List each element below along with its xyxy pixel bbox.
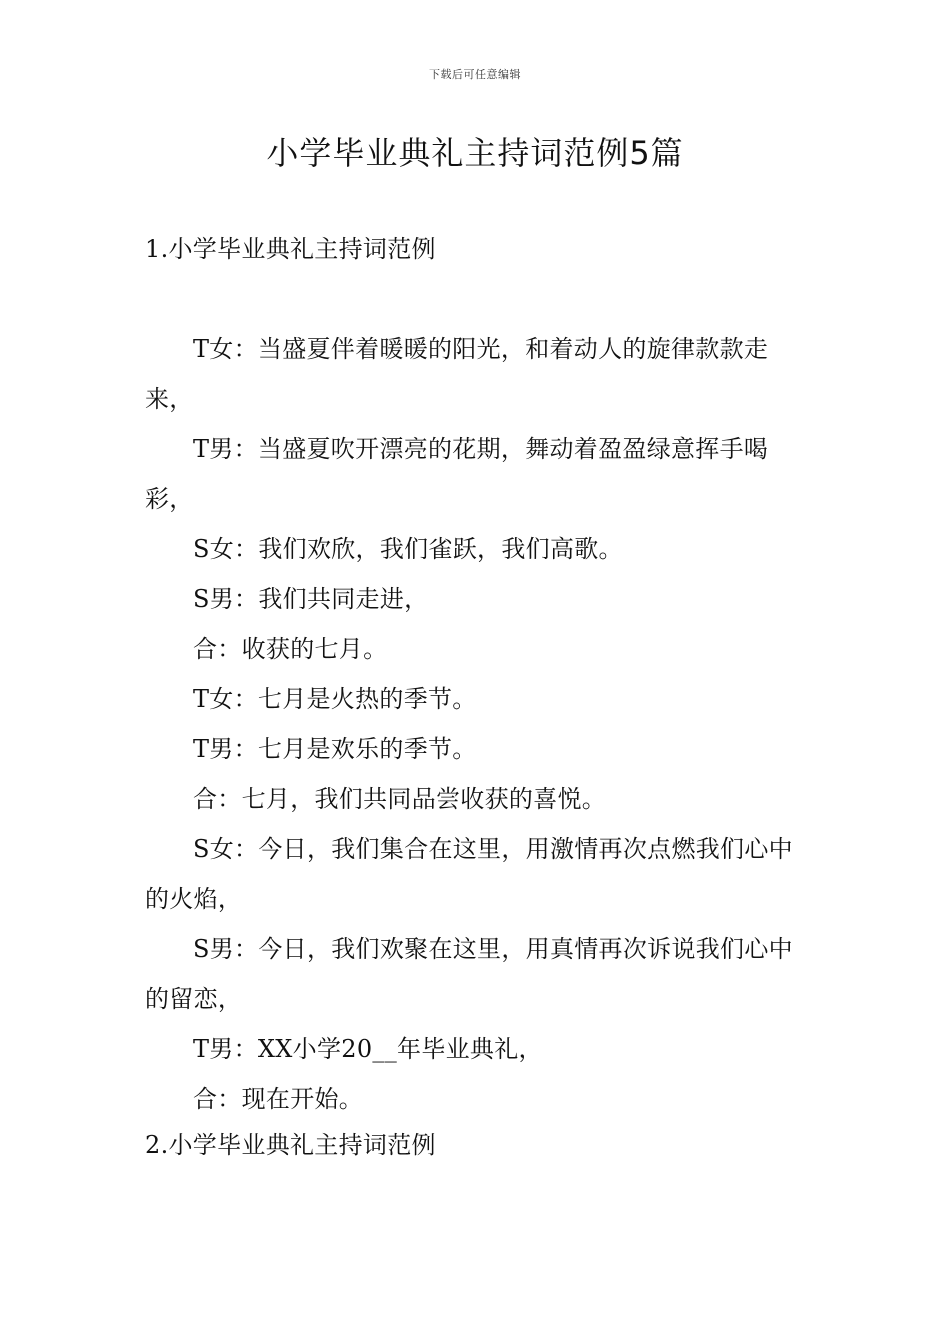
dialogue-paragraph: S女：今日，我们集合在这里，用激情再次点燃我们心中的火焰，: [145, 835, 793, 913]
section-heading-2: 2.小学毕业典礼主持词范例: [145, 1131, 436, 1159]
document-title: 小学毕业典礼主持词范例5篇: [266, 134, 684, 172]
dialogue-paragraph: 合：收获的七月。: [193, 635, 388, 663]
dialogue-paragraph: T男：七月是欢乐的季节。: [193, 735, 477, 763]
header-note: 下载后可任意编辑: [429, 68, 521, 81]
dialogue-paragraph: S女：我们欢欣，我们雀跃，我们高歌。: [193, 535, 623, 563]
dialogue-paragraph: T女：七月是火热的季节。: [193, 685, 477, 713]
dialogue-paragraph: S男：我们共同走进，: [193, 585, 429, 613]
dialogue-paragraph: T男：当盛夏吹开漂亮的花期，舞动着盈盈绿意挥手喝彩，: [145, 435, 769, 513]
section-body-1: [145, 324, 810, 1124]
dialogue-paragraph: T女：当盛夏伴着暖暖的阳光，和着动人的旋律款款走来，: [145, 335, 769, 413]
section-heading-1: 1.小学毕业典礼主持词范例: [145, 235, 436, 263]
dialogue-paragraph: 合：现在开始。: [193, 1085, 364, 1113]
dialogue-paragraph: T男：XX小学20__年毕业典礼，: [193, 1035, 543, 1063]
dialogue-paragraph: S男：今日，我们欢聚在这里，用真情再次诉说我们心中的留恋，: [145, 935, 793, 1013]
dialogue-paragraph: 合：七月，我们共同品尝收获的喜悦。: [193, 785, 607, 813]
